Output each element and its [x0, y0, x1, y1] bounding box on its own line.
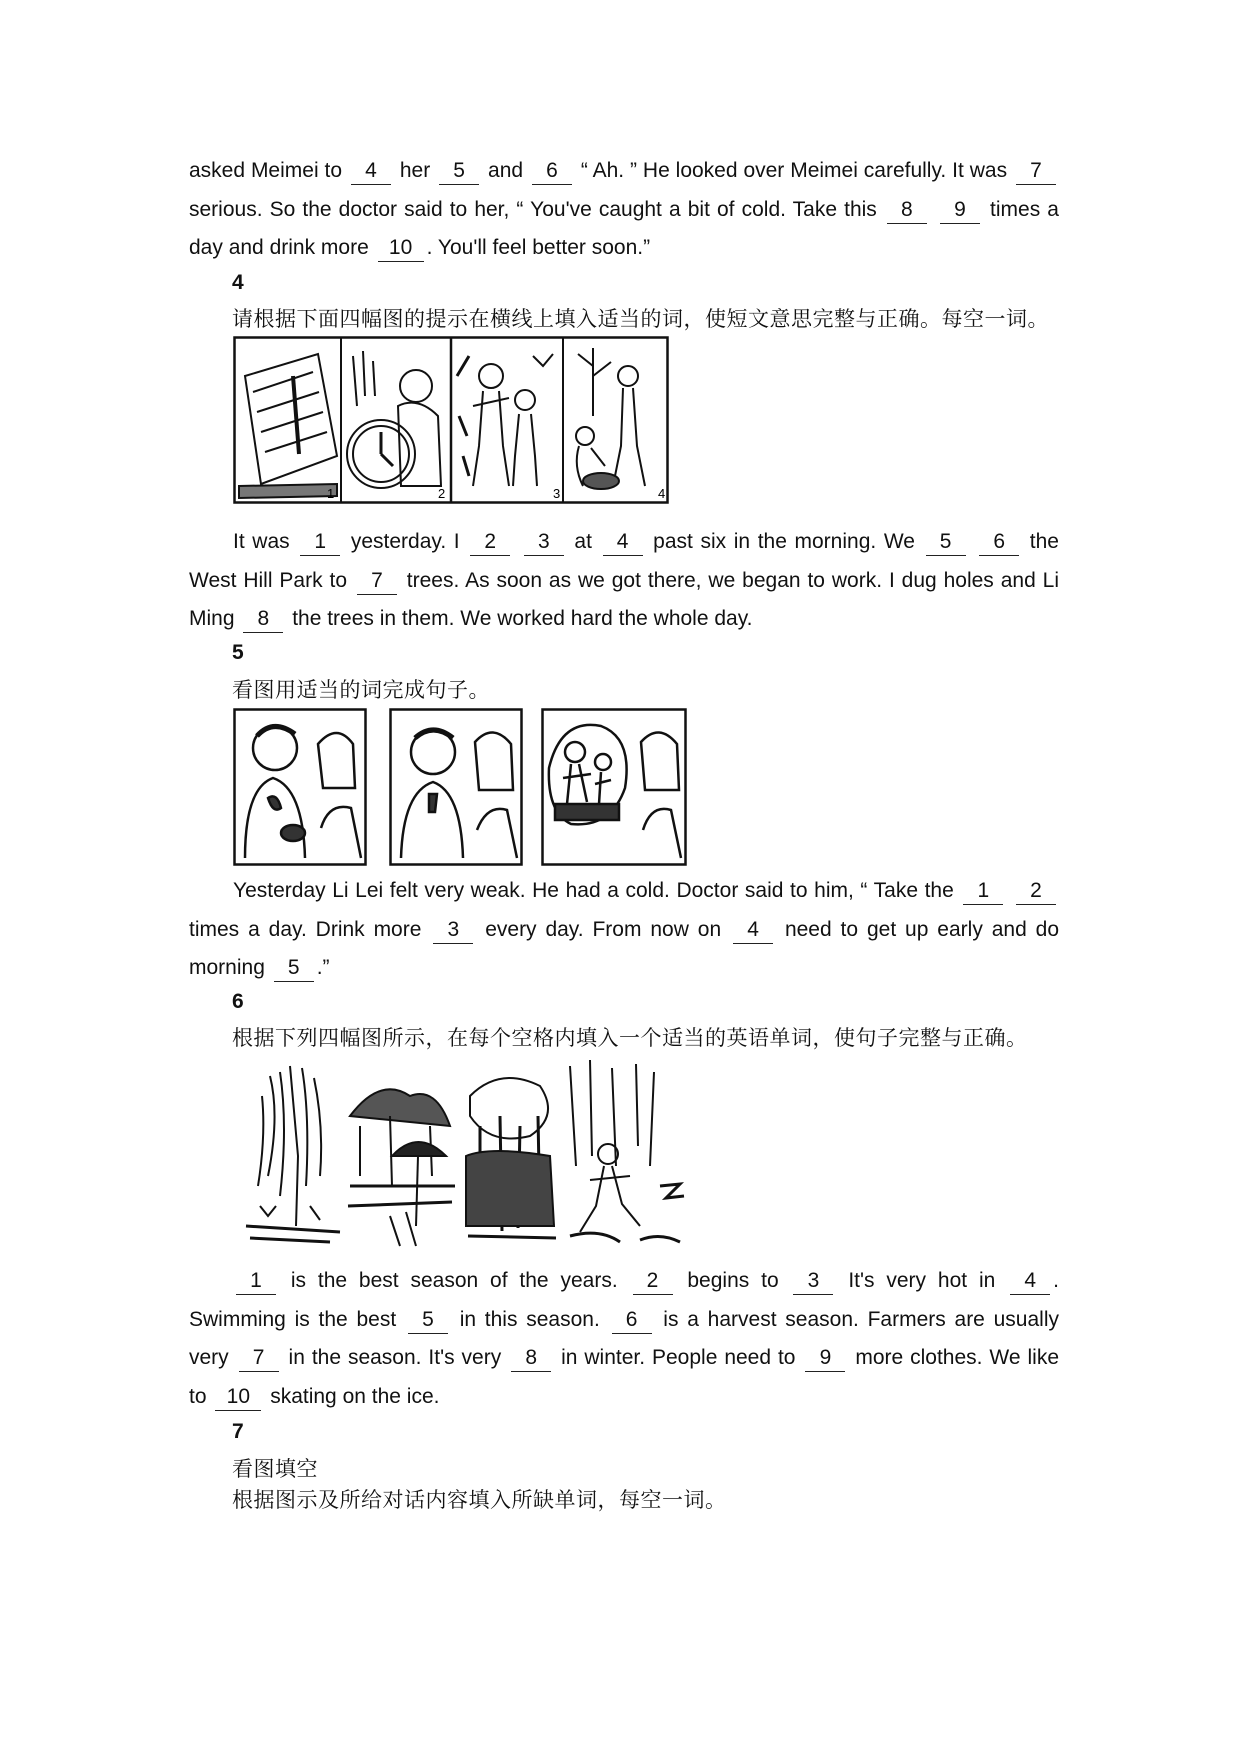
answer-blank-8[interactable]: 8: [887, 197, 927, 224]
answer-blank-4[interactable]: 4: [603, 529, 643, 556]
passage-text: times a day. Drink more: [189, 917, 431, 941]
passage-text: her: [393, 159, 437, 182]
section-7-title: 看图填空: [232, 1457, 318, 1481]
section-6-instruction: 根据下列四幅图所示，在每个空格内填入一个适当的英语单词，使句子完整与正确。: [232, 1026, 1028, 1050]
passage-text: . Swimming is the best: [189, 1269, 1059, 1331]
answer-blank-6[interactable]: 6: [979, 529, 1019, 556]
panel-label-3: 3: [553, 486, 561, 501]
section-6-number: 6: [232, 990, 244, 1013]
answer-blank-7[interactable]: 7: [357, 568, 397, 595]
passage-text: .”: [316, 956, 330, 979]
passage-text: asked Meimei to: [189, 159, 348, 182]
panel-label-1: 1: [327, 486, 335, 501]
section-5-picture-1: [233, 708, 367, 866]
section-5-passage: [189, 872, 1059, 988]
answer-blank-5[interactable]: 5: [274, 955, 314, 982]
answer-blank-3[interactable]: 3: [793, 1268, 833, 1295]
passage-text: Yesterday Li Lei felt very weak. He had a cold. Doctor said to him, “ Take the: [233, 879, 961, 902]
answer-blank-5[interactable]: 5: [408, 1307, 448, 1334]
answer-blank-4[interactable]: 4: [733, 917, 773, 944]
answer-blank-7[interactable]: 7: [1016, 158, 1056, 185]
answer-blank-6[interactable]: 6: [532, 158, 572, 185]
panel-label-4: 4: [658, 486, 666, 501]
passage-text: [1006, 879, 1013, 902]
passage-text: is the best season of the years.: [279, 1269, 630, 1292]
passage-text: in the season. It's very: [281, 1346, 509, 1369]
answer-blank-10[interactable]: 10: [215, 1384, 261, 1411]
passage-text: yesterday. I: [343, 530, 468, 553]
passage-text: in winter. People need to: [554, 1346, 803, 1369]
section-6-picture-strip: [240, 1056, 710, 1254]
winter-skating-illustration: [570, 1060, 684, 1242]
passage-text: past six in the morning. We: [645, 530, 923, 553]
passage-text: skating on the ice.: [264, 1384, 440, 1408]
answer-blank-3[interactable]: 3: [524, 529, 564, 556]
section-6-passage: [189, 1262, 1059, 1416]
passage-text: [513, 530, 521, 553]
passage-text: in this season.: [450, 1307, 609, 1331]
answer-blank-2[interactable]: 2: [1016, 878, 1056, 905]
passage-text: need to get up early and do morning: [189, 917, 1059, 979]
answer-blank-1[interactable]: 1: [963, 878, 1003, 905]
answer-blank-1[interactable]: 1: [300, 529, 340, 556]
passage-text: . You'll feel better soon.”: [426, 236, 651, 259]
section-5-picture-3: [541, 708, 687, 866]
section-4-number: 4: [232, 271, 244, 294]
answer-blank-5[interactable]: 5: [439, 158, 479, 185]
answer-blank-8[interactable]: 8: [511, 1345, 551, 1372]
section-5-number: 5: [232, 641, 244, 664]
passage-text: [969, 530, 977, 553]
passage-text: “ Ah. ” He looked over Meimei carefully. It was: [574, 159, 1013, 182]
passage-text: and: [482, 159, 529, 182]
answer-blank-1[interactable]: 1: [236, 1268, 276, 1295]
passage-text: It was: [233, 530, 298, 553]
passage-text: It's very hot in: [836, 1269, 1008, 1292]
section-4-passage: [189, 523, 1059, 639]
section-3-passage: [189, 152, 1059, 268]
passage-text: is a harvest season. Farmers are usually very: [189, 1307, 1059, 1369]
answer-blank-9[interactable]: 9: [805, 1345, 845, 1372]
answer-blank-9[interactable]: 9: [940, 197, 980, 224]
spring-willow-illustration: [246, 1066, 340, 1242]
passage-text: the West Hill Park to: [189, 530, 1059, 592]
passage-text: trees. As soon as we got there, we began to work. I dug holes and Li Ming: [189, 568, 1059, 630]
section-5-instruction: 看图用适当的词完成句子。: [232, 678, 490, 702]
answer-blank-8[interactable]: 8: [243, 606, 283, 633]
autumn-trees-illustration: [466, 1078, 556, 1238]
section-7-number: 7: [232, 1420, 244, 1443]
section-4-picture-strip: [233, 336, 669, 504]
passage-text: [930, 198, 937, 221]
passage-text: at: [566, 530, 600, 553]
section-4-instruction: 请根据下面四幅图的提示在横线上填入适当的词，使短文意思完整与正确。每空一词。: [232, 307, 1049, 331]
answer-blank-6[interactable]: 6: [612, 1307, 652, 1334]
passage-text: times a day and drink more: [189, 197, 1059, 259]
panel-label-2: 2: [438, 486, 446, 501]
answer-blank-10[interactable]: 10: [378, 235, 424, 262]
section-5-picture-2: [389, 708, 523, 866]
answer-blank-4[interactable]: 4: [351, 158, 391, 185]
answer-blank-4[interactable]: 4: [1010, 1268, 1050, 1295]
passage-text: serious. So the doctor said to her, “ You've caught a bit of cold. Take this: [189, 197, 884, 221]
passage-text: begins to: [675, 1269, 791, 1292]
answer-blank-2[interactable]: 2: [633, 1268, 673, 1295]
passage-text: more clothes. We like to: [189, 1346, 1060, 1408]
answer-blank-7[interactable]: 7: [239, 1345, 279, 1372]
answer-blank-5[interactable]: 5: [926, 529, 966, 556]
passage-text: the trees in them. We worked hard the whole day.: [286, 607, 753, 630]
answer-blank-2[interactable]: 2: [470, 529, 510, 556]
answer-blank-3[interactable]: 3: [433, 917, 473, 944]
summer-beach-illustration: [348, 1089, 455, 1246]
section-7-instruction: 根据图示及所给对话内容填入所缺单词，每空一词。: [232, 1488, 727, 1512]
passage-text: every day. From now on: [476, 917, 731, 941]
